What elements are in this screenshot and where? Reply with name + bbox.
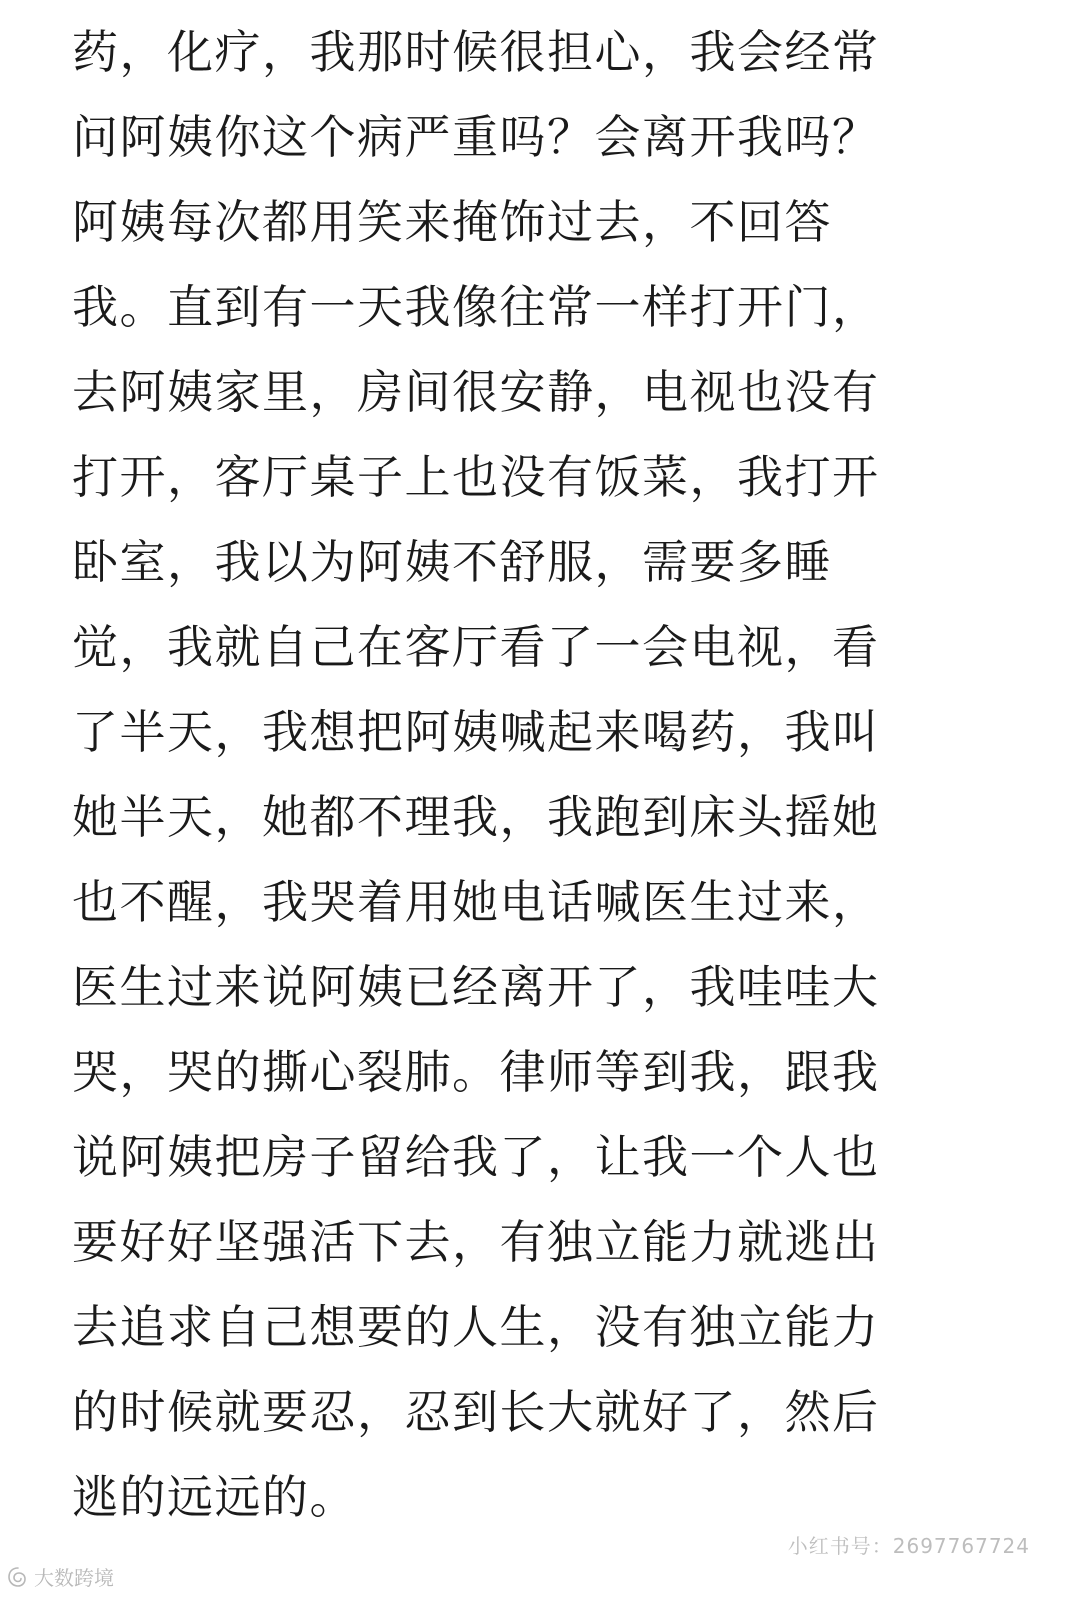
text-line-12: 医生过来说阿姨已经离开了，我哇哇大: [72, 960, 880, 1014]
text-line-13: 哭，哭的撕心裂肺。律师等到我，跟我: [72, 1045, 880, 1099]
text-line-17: 的时候就要忍，忍到长大就好了，然后: [72, 1385, 880, 1439]
text-line-2: 问阿姨你这个病严重吗？会离开我吗？: [72, 110, 880, 164]
spiral-logo-icon: [6, 1565, 30, 1589]
text-line-9: 了半天，我想把阿姨喊起来喝药，我叫: [72, 705, 880, 759]
text-line-14: 说阿姨把房子留给我了，让我一个人也: [72, 1130, 880, 1184]
text-line-7: 卧室，我以为阿姨不舒服，需要多睡: [72, 535, 832, 589]
corner-watermark: [6, 1562, 114, 1591]
text-line-18: 逃的远远的。: [72, 1470, 357, 1524]
xiaohongshu-id-watermark: 小红书号：2697767724: [787, 1534, 1030, 1558]
article-body: [72, 10, 972, 1540]
text-line-6: 打开，客厅桌子上也没有饭菜，我打开: [72, 450, 880, 504]
text-line-10: 她半天，她都不理我，我跑到床头摇她: [72, 790, 880, 844]
text-line-11: 也不醒，我哭着用她电话喊医生过来，: [72, 875, 880, 929]
text-line-3: 阿姨每次都用笑来掩饰过去，不回答: [72, 195, 832, 249]
text-line-8: 觉，我就自己在客厅看了一会电视，看: [72, 620, 880, 674]
text-line-15: 要好好坚强活下去，有独立能力就逃出: [72, 1215, 880, 1269]
text-line-1: 药，化疗，我那时候很担心，我会经常: [72, 25, 880, 79]
text-line-4: 我。直到有一天我像往常一样打开门，: [72, 280, 880, 334]
text-line-16: 去追求自己想要的人生，没有独立能力: [72, 1300, 880, 1354]
text-line-5: 去阿姨家里，房间很安静，电视也没有: [72, 365, 880, 419]
corner-watermark-text: 大数跨境: [34, 1566, 114, 1590]
